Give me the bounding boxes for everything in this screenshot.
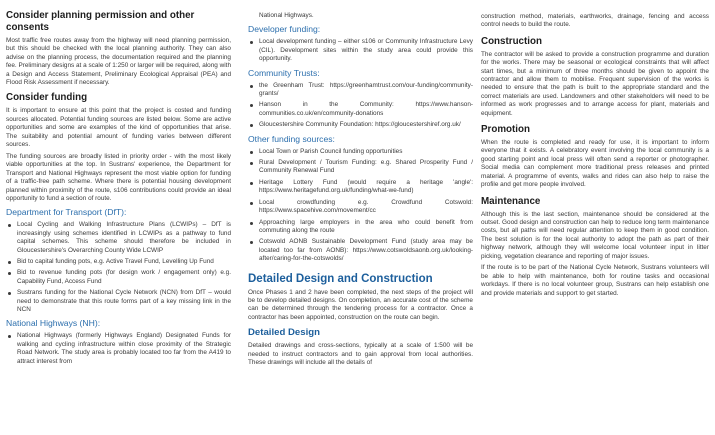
funding-paragraph-2: The funding sources are broadly listed in priority order - with the most likely viable opportunities at the top. In Sustrans' experience, the Department for Transport and National Highways represent the most viable option for funding of a traffic-free path scheme. Where there is potential housing development planned within proximity of the route, s106 contributions could provide an ideal opportunity to fund a section of route. xyxy=(6,152,231,202)
column-left xyxy=(6,0,231,369)
heading-construction: Construction xyxy=(481,35,542,47)
dft-list xyxy=(6,221,231,314)
column-middle xyxy=(248,0,473,371)
ddc-paragraph: Once Phases 1 and 2 have been completed, the next steps of the project will be to develop detailed designs. On completion, an accurate cost of the scheme can be determined through the tendering process for a contractor. Once a contractor has been appointed, construction on the route can begin. xyxy=(248,288,473,321)
heading-promotion: Promotion xyxy=(481,124,530,136)
promotion-paragraph: When the route is completed and ready for use, it is important to inform everyone that it exists. A celebratory event involving the local community is a good starting point and local press will often send a reporter or photographer. Social media can complement more traditional press releases and printed material. A programme of events, walks and rides can also help to raise the profile and get more people involved. xyxy=(481,139,709,189)
list-item: Gloucestershire Community Foundation: https://gloucestershiref.org.uk/ xyxy=(248,121,473,129)
detailed-design-paragraph: Detailed drawings and cross-sections, typically at a scale of 1:500 will be needed to instruct contractors and to gain approval from local authorities. These drawings will include all the details of xyxy=(248,342,473,366)
construction-paragraph: The contractor will be asked to provide a construction programme and duration for the works. There may be seasonal or ecological constraints that will affect start times, but a minimum of three months should be given to appoint the contractor and allow them to mobilise. Frequent supervision of the works is needed to ensure that the path is built to the appropriate standard and the correct materials are used. Landowners and other stakeholders will need to be informed as work progresses and to arrange access for plant, materials and equipment. xyxy=(481,50,709,117)
heading-consider-funding: Consider funding xyxy=(6,92,88,104)
funding-paragraph-1: It is important to ensure at this point that the project is costed and funding sources allocated. Potential funding sources are listed below. Some are active opportunities and some are examples of the kind of opportunities that arise. The suitability and potential amount of funding varies between different sources. xyxy=(6,107,231,149)
heading-national-highways: National Highways (NH): xyxy=(6,318,101,329)
planning-paragraph: Most traffic free routes away from the highway will need planning permission, but this should be checked with the local planning authority. They can also advise on the planning process, the documentation required and the planning fee. Preliminary designs at a scale of 1:250 or larger will be required, along with a Design and Access Statement, Preliminary Ecological Appraisal (PEA) and Flood Risk Assessment if necessary. xyxy=(6,37,231,87)
heading-community-trusts: Community Trusts: xyxy=(248,67,320,78)
developer-list xyxy=(248,38,473,63)
heading-developer-funding: Developer funding: xyxy=(248,24,321,35)
column-right xyxy=(481,0,709,302)
heading-detailed-design-construction: Detailed Design and Construction xyxy=(248,272,433,285)
list-item: Local crowdfunding e.g. Crowdfund Cotswold: https://www.spacehive.com/movement/cc xyxy=(248,199,473,216)
list-item: Local development funding – either s106 or Community Infrastructure Levy (CIL). Development sites within the study area could provide this opportunity. xyxy=(248,38,473,63)
other-funding-list xyxy=(248,148,473,264)
list-item: Cotswold AONB Sustainable Development Fund (study area may be located too far from AONB): https://www.cotswoldsaonb.org.uk/looking-after/caring-for-the-cotswolds/ xyxy=(248,238,473,263)
maintenance-paragraph-2: If the route is to be part of the National Cycle Network, Sustrans volunteers will be able to help with maintenance, both for routine tasks and occasional workdays. If there is no local volunteer group, Sustrans can help establish one and provide materials and support to get started. xyxy=(481,264,709,297)
continued-text: construction method, materials, earthworks, drainage, fencing and access control needs to build the route. xyxy=(481,13,709,29)
heading-other-funding: Other funding sources: xyxy=(248,133,335,144)
continued-text: National Highways. xyxy=(259,12,314,19)
list-item: Approaching large employers in the area who could benefit from commuting along the route xyxy=(248,219,473,236)
nh-list xyxy=(6,332,231,366)
list-item: Local Town or Parish Council funding opportunities xyxy=(248,148,473,156)
heading-planning-permission: Consider planning permission and other consents xyxy=(6,10,195,33)
heading-maintenance: Maintenance xyxy=(481,195,541,207)
list-item: Local Cycling and Walking Infrastructure Plans (LCWIPs) – DfT is increasingly using schemes identified in LCWIPs as a pathway to fund capital schemes. This scheme should therefore be included in Gloucestershire's Overarching County Wide LCWIP xyxy=(6,221,231,255)
list-item: the Greenham Trust: https://greenhamtrust.com/our-funding/community-grants/ xyxy=(248,82,473,99)
list-item: Heritage Lottery Fund (would require a heritage 'angle': https://www.heritagefund.org.uk/funding/what-we-fund) xyxy=(248,179,473,196)
heading-dft: Department for Transport (DfT): xyxy=(6,207,127,218)
maintenance-paragraph-1: Although this is the last section, maintenance should be considered at the outset. Good design and construction can help to reduce long term maintenance costs, but all paths will need regular attention to keep them in good condition. The best solution is for the local authority to adopt the path as part of their highway network, although they will welcome local volunteer input in litter picking, vegetation clearance and reporting of major issues. xyxy=(481,210,709,260)
trusts-list xyxy=(248,82,473,130)
list-item: National Highways (formerly Highways England) Designated Funds for walking and cycling infrastructure within close proximity of the Strategic Road Network. The study area is probably located too far from the A419 to attract interest from xyxy=(6,332,231,366)
list-item: Hanson in the Community: https://www.hanson-communities.co.uk/en/community-donations xyxy=(248,101,473,118)
list-item: Bid to revenue funding pots (for design work / engagement only) e.g. Capability Fund, Access Fund xyxy=(6,269,231,286)
list-item: Bid to capital funding pots, e.g. Active Travel Fund, Levelling Up Fund xyxy=(6,258,231,266)
heading-detailed-design: Detailed Design xyxy=(248,327,320,339)
list-item: Rural Development / Tourism Funding: e.g. Shared Prosperity Fund / Community Renewal Fund xyxy=(248,159,473,176)
list-item: Sustrans funding for the National Cycle Network (NCN) from DfT – would need to demonstrate that this route forms part of a key missing link in the NCN xyxy=(6,289,231,314)
